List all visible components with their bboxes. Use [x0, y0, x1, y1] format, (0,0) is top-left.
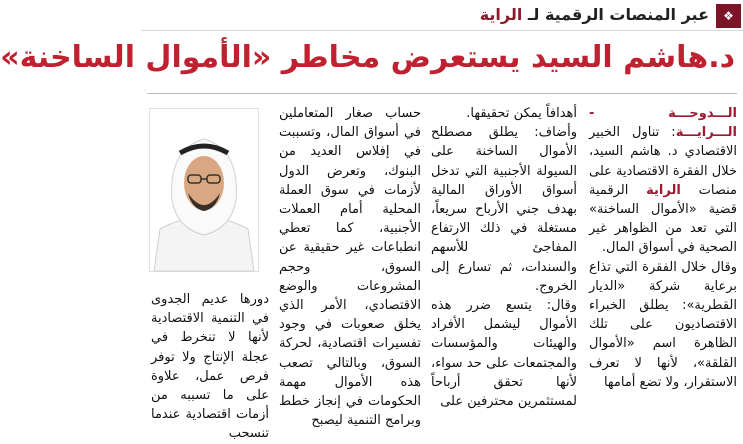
article-column-2 [431, 104, 577, 411]
section-header-band [141, 0, 743, 33]
headline-divider [147, 93, 737, 94]
header-divider [141, 30, 743, 31]
article-headline: د.هاشم السيد يستعرض مخاطر «الأموال الساخنة» [0, 40, 735, 75]
article-column-4 [151, 290, 269, 444]
raya-logo-icon: ❖ [716, 4, 741, 28]
section-label [480, 5, 709, 24]
article-paragraph: وقال خلال الفقرة التي تذاع برعاية شركة «الديار القطرية»: يطلق الخبراء الاقتصاديون على تلك الظاهرة اسم «الأموال القلقة»، لأنها لا تعرف الاستقرار، ولا تضع أمامها [589, 259, 737, 390]
dateline: الـــدوحـــة - الـــرايـــة [589, 106, 737, 141]
article-paragraph: دورها عديم الجدوى في التنمية الاقتصادية لأنها لا تنخرط في عجلة الإنتاج ولا توفر فرص عمل، علاوة على ما تسببه من أزمات اقتصادية عندما تنسحب [151, 292, 269, 442]
portrait-image [150, 109, 258, 271]
article-paragraph [589, 104, 737, 258]
article-paragraph: وقال: يتسع ضرر هذه الأموال ليشمل الأفراد والهيئات والمؤسسات والمجتمعات على حد سواء، لأنها تحقق أرباحاً لمستثمرين محترفين على [431, 298, 577, 410]
paragraph-text: : تناول الخبير الاقتصادي د. هاشم السيد، خلال الفقرة الاقتصادية على منصات [588, 125, 737, 198]
article-paragraph: وأضاف: يطلق مصطلح الأموال الساخنة على السيولة الأجنبية التي تدخل أسواق الأوراق المالية بهدف جني الأرباح سريعاً، مستغلة في ذلك الارتفاع المفاجئ للأسهم والسندات، ثم تسارع إلى الخروج. [431, 125, 577, 294]
author-portrait [149, 108, 259, 272]
section-label-text: عبر المنصات الرقمية لـ [527, 5, 709, 24]
section-label-brand: الراية [479, 5, 523, 24]
article-paragraph: أهدافاً يمكن تحقيقها. [466, 106, 577, 121]
paragraph-text: الرقمية قضية «الأموال الساخنة» التي تعد من الظواهر غير الصحية في أسواق المال. [589, 182, 737, 256]
article-column-1 [589, 104, 737, 392]
article-column-3 [279, 104, 421, 430]
brand-mention: الراية [646, 182, 681, 198]
article-paragraph: حساب صغار المتعاملين في أسواق المال، وتسببت في إفلاس العديد من البنوك، وتعرض الدول لأزمات في سوق العملة المحلية أمام العملات الأجنبية، كما تعطي انطباعات غير حقيقية عن السوق، وحجم المشروعات والوضع الاقتصادي، الأمر الذي يخلق صعوبات في وجود تفسيرات اقتصادية، لحركة السوق، وبالتالي تصعب هذه الأموال مهمة الحكومات في إنجاز خطط وبرامج التنمية ليصبح [279, 106, 421, 429]
